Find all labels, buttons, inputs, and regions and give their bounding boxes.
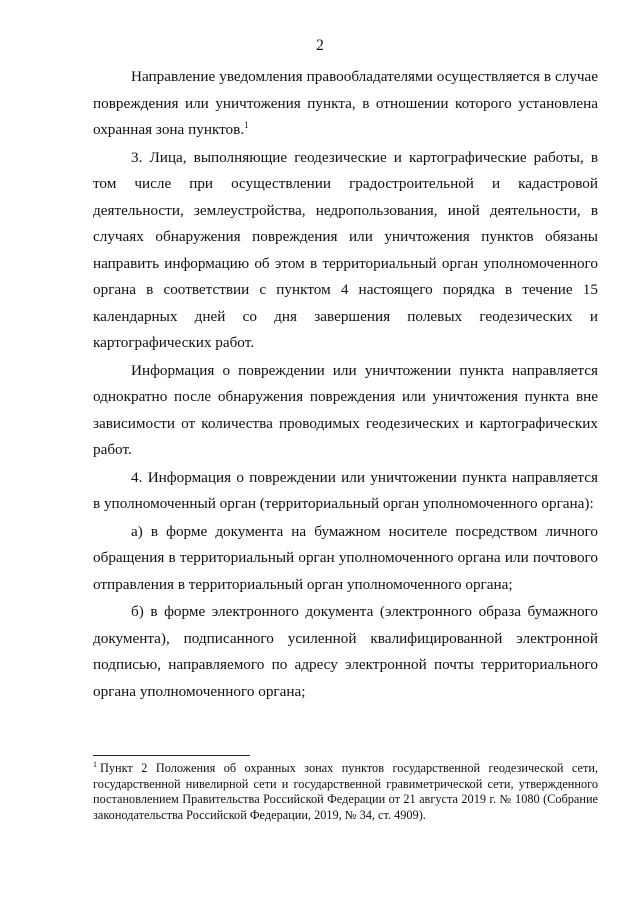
- footnote-1: [93, 761, 598, 823]
- footnote-separator: [93, 755, 250, 756]
- page-number: 2: [316, 37, 324, 54]
- footnote-mark: 1: [93, 759, 97, 769]
- footnote-text: Пункт 2 Положения об охранных зонах пунктов государственной геодезической сети, государственной нивелирной сети и государственной гравиметрической сети, утвержденного постановлением Правительства Российской Федерации от 21 августа 2019 г. № 1080 (Собрание законодательства Российской Федерации, 2019, № 34, ст. 4909).: [93, 761, 598, 822]
- paragraph-notification-by-owners: [93, 64, 598, 144]
- main-text: [93, 64, 598, 705]
- footnotes: [93, 761, 598, 823]
- paragraph-item-4: 4. Информация о повреждении или уничтожении пункта направляется в уполномоченный орган (территориальный орган уполномоченного органа):: [93, 468, 598, 512]
- paragraph-subitem-b: б) в форме электронного документа (электронного образа бумажного документа), подписанного усиленной квалифицированной электронной подписью, направляемого по адресу электронной почты территориального органа уполномоченного органа;: [93, 603, 598, 700]
- paragraph-text: Направление уведомления правообладателями осуществляется в случае повреждения или уничтожения пункта, в отношении которого установлена охранная зона пунктов.: [93, 68, 598, 138]
- paragraph-one-time-notice: Информация о повреждении или уничтожении пункта направляется однократно после обнаружения повреждения или уничтожения пункта вне зависимости от количества проводимых геодезических и картографических работ.: [93, 361, 598, 458]
- paragraph-item-3: 3. Лица, выполняющие геодезические и картографические работы, в том числе при осуществлении градостроительной и кадастровой деятельности, землеустройства, недропользования, иной деятельности, в случаях обнаружения повреждения или уничтожения пунктов обязаны направить информацию об этом в территориальный орган уполномоченного органа в соответствии с пунктом 4 настоящего порядка в течение 15 календарных дней со дня завершения полевых геодезических и картографических работ.: [93, 148, 598, 351]
- footnote-reference[interactable]: 1: [244, 119, 249, 130]
- paragraph-subitem-a: а) в форме документа на бумажном носителе посредством личного обращения в территориальный орган уполномоченного органа или почтового отправления в территориальный орган уполномоченного органа;: [93, 522, 598, 593]
